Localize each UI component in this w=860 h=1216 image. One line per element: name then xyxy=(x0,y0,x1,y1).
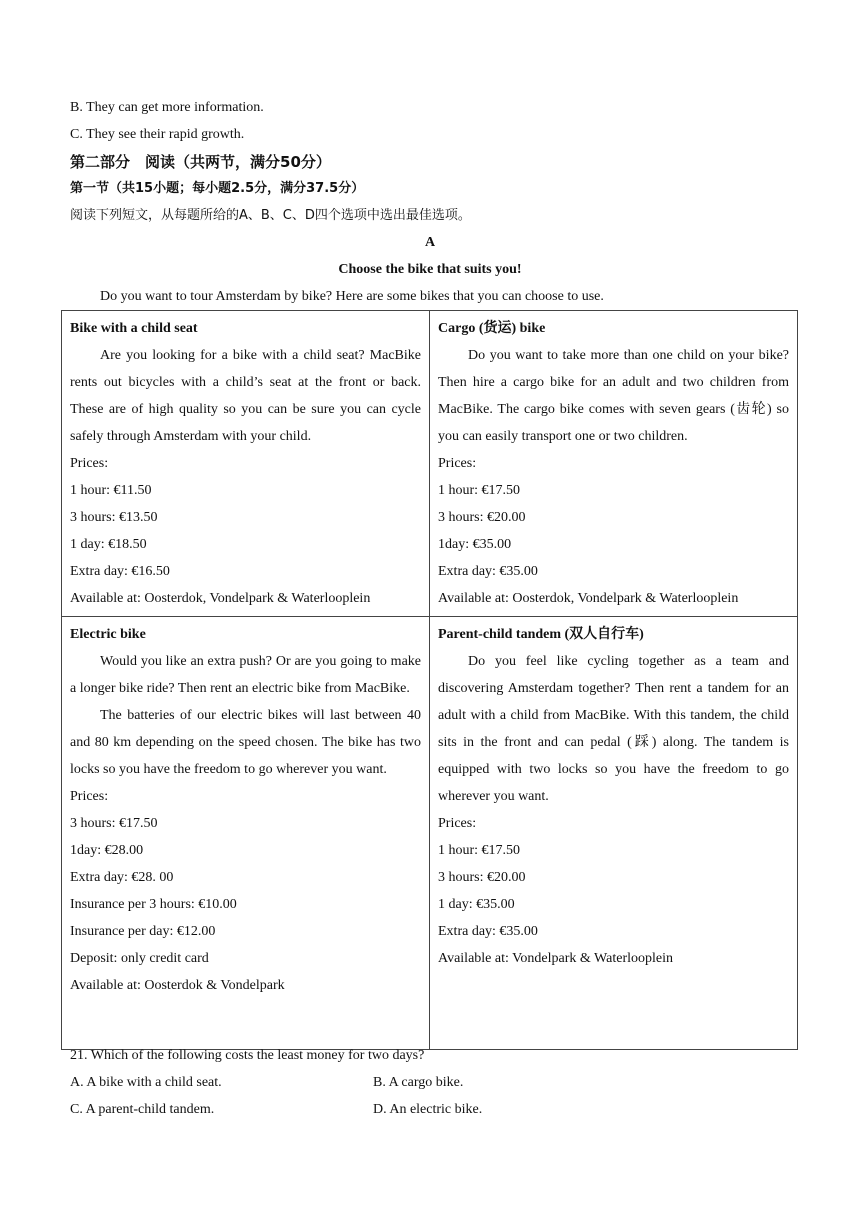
tandem-available: Available at: Vondelpark & Waterlooplein xyxy=(438,951,673,966)
instruction: 阅读下列短文，从每题所给的A、B、C、D四个选项中选出最佳选项。 xyxy=(70,208,471,223)
passage-letter: A xyxy=(424,235,436,250)
price-line: Insurance per 3 hours: €10.00 xyxy=(70,897,237,912)
price-line: 1 day: €18.50 xyxy=(70,537,147,552)
price-line: 1 day: €35.00 xyxy=(438,897,515,912)
electric-prices-label: Prices: xyxy=(70,789,109,804)
child-seat-desc: Are you looking for a bike with a child seat? MacBike rents out bicycles with a child’s seat at the front or back. These are of high quality so you can be sure you can cycle safely through Amsterdam with your child. xyxy=(70,348,421,444)
price-line: 1 hour: €17.50 xyxy=(438,483,521,498)
electric-available: Available at: Oosterdok & Vondelpark xyxy=(70,978,285,993)
electric-desc-2: The batteries of our electric bikes will last between 40 and 80 km depending on the speed chosen. The bike has two locks so you have the freedom to go wherever you want. xyxy=(70,708,421,777)
prev-option-c: C. They see their rapid growth. xyxy=(70,127,245,142)
question-21-options-row-2 xyxy=(70,1100,770,1120)
price-line: 3 hours: €17.50 xyxy=(70,816,158,831)
tandem-desc: Do you feel like cycling together as a team and discovering Amsterdam together? Then rent a tandem for an adult with a child from MacBike. With this tandem, the child sits in the front and can pedal (踩) along. The tandem is equipped with two locks so you have the freedom to go wherever you want. xyxy=(438,654,789,804)
child-seat-available: Available at: Oosterdok, Vondelpark & Waterlooplein xyxy=(70,591,371,606)
price-line: 1day: €35.00 xyxy=(438,537,512,552)
price-line: 3 hours: €13.50 xyxy=(70,510,158,525)
child-seat-prices-label: Prices: xyxy=(70,456,109,471)
price-line: Deposit: only credit card xyxy=(70,951,209,966)
child-seat-title: Bike with a child seat xyxy=(70,321,198,336)
option-a: A. A bike with a child seat. xyxy=(70,1075,222,1090)
option-c: C. A parent-child tandem. xyxy=(70,1102,215,1117)
price-line: 1day: €28.00 xyxy=(70,843,144,858)
cargo-prices-label: Prices: xyxy=(438,456,477,471)
electric-desc-1: Would you like an extra push? Or are you going to make a longer bike ride? Then rent an electric bike from MacBike. xyxy=(70,654,421,696)
question-21-options-row-1 xyxy=(70,1073,770,1093)
option-b: B. A cargo bike. xyxy=(373,1075,464,1090)
part-title: 第二部分 阅读（共两节，满分50分） xyxy=(70,153,331,171)
price-line: 3 hours: €20.00 xyxy=(438,870,526,885)
option-d: D. An electric bike. xyxy=(373,1102,483,1117)
price-line: Extra day: €35.00 xyxy=(438,564,538,579)
price-line: 1 hour: €17.50 xyxy=(438,843,521,858)
cargo-available: Available at: Oosterdok, Vondelpark & Waterlooplein xyxy=(438,591,739,606)
question-21-stem: 21. Which of the following costs the least money for two days? xyxy=(70,1048,425,1063)
tandem-title: Parent-child tandem (双人自行车) xyxy=(438,627,644,642)
price-line: Extra day: €28. 00 xyxy=(70,870,174,885)
child-seat-cell xyxy=(62,311,430,617)
passage-intro: Do you want to tour Amsterdam by bike? Here are some bikes that you can choose to use. xyxy=(100,289,604,304)
price-line: Extra day: €16.50 xyxy=(70,564,170,579)
section-subtitle: 第一节（共15小题；每小题2.5分，满分37.5分） xyxy=(70,181,365,196)
electric-title: Electric bike xyxy=(70,627,146,642)
price-line: 1 hour: €11.50 xyxy=(70,483,152,498)
tandem-cell xyxy=(430,617,798,1050)
cargo-title: Cargo (货运) bike xyxy=(438,321,546,336)
price-line: Insurance per day: €12.00 xyxy=(70,924,216,939)
electric-cell xyxy=(62,617,430,1050)
bike-table xyxy=(61,310,798,1050)
price-line: Extra day: €35.00 xyxy=(438,924,538,939)
price-line: 3 hours: €20.00 xyxy=(438,510,526,525)
prev-option-b: B. They can get more information. xyxy=(70,100,264,115)
passage-title: Choose the bike that suits you! xyxy=(338,262,522,277)
tandem-prices-label: Prices: xyxy=(438,816,477,831)
cargo-cell xyxy=(430,311,798,617)
cargo-desc: Do you want to take more than one child on your bike? Then hire a cargo bike for an adult and two children from MacBike. The cargo bike comes with seven gears (齿轮) so you can easily transport one or two children. xyxy=(438,348,789,444)
